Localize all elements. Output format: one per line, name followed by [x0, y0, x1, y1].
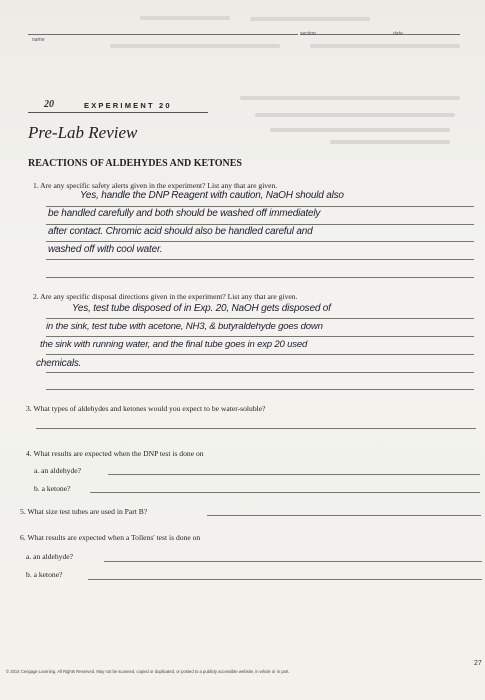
answer-line[interactable] [46, 318, 474, 319]
page-number: 27 [474, 660, 482, 667]
chapter-rule [28, 112, 208, 113]
answer-line[interactable] [46, 277, 474, 278]
section-label: section [300, 31, 316, 37]
copyright-notice: © 2014 Cengage Learning. All Rights Reserved. May not be scanned, copied or duplicated, or posted to a publicly accessible website, in whole or in part. [6, 669, 290, 674]
section-title: REACTIONS OF ALDEHYDES AND KETONES [28, 158, 242, 169]
answer-line[interactable] [108, 474, 480, 475]
question-3-text: 3. What types of aldehydes and ketones would you expect to be water-soluble? [26, 404, 266, 413]
question-5-text: 5. What size test tubes are used in Part B? [20, 507, 148, 516]
question-2-answer-line-4: chemicals. [36, 358, 82, 369]
answer-line[interactable] [88, 579, 482, 580]
question-4-text: 4. What results are expected when the DNP test is done on [26, 449, 204, 458]
answer-line[interactable] [46, 259, 474, 260]
question-1-text: 1. Are any specific safety alerts given in the experiment? List any that are given. [33, 181, 278, 190]
question-4a-text: a. an aldehyde? [34, 466, 82, 475]
chapter-title: EXPERIMENT 20 [84, 101, 172, 110]
bleed-through-text [140, 16, 230, 20]
answer-line[interactable] [46, 354, 474, 355]
answer-line[interactable] [46, 206, 474, 207]
section-line [300, 34, 460, 35]
date-label: date [393, 31, 403, 37]
answer-line[interactable] [46, 241, 474, 242]
question-2-text: 2. Are any specific disposal directions given in the experiment? List any that are given. [33, 292, 298, 301]
answer-line[interactable] [46, 224, 474, 225]
question-2-answer-line-3: the sink with running water, and the final tube goes in exp 20 used [40, 339, 308, 350]
chapter-number: 20 [44, 99, 54, 110]
question-2-answer-line-1: Yes, test tube disposed of in Exp. 20, NaOH gets disposed of [72, 303, 331, 314]
page-heading: Pre-Lab Review [28, 123, 138, 142]
answer-line[interactable] [46, 372, 474, 373]
name-label: name [32, 37, 45, 43]
bleed-through-text [110, 44, 280, 48]
question-6b-text: b. a ketone? [26, 570, 63, 579]
bleed-through-text [240, 96, 460, 100]
answer-line[interactable] [90, 492, 480, 493]
bleed-through-text [250, 17, 370, 21]
question-4b-text: b. a ketone? [34, 484, 71, 493]
question-6a-text: a. an aldehyde? [26, 552, 74, 561]
bleed-through-text [330, 140, 450, 144]
question-1-answer-line-3: after contact. Chromic acid should also be handled careful and [48, 226, 313, 237]
answer-line[interactable] [46, 389, 474, 390]
answer-line[interactable] [36, 428, 476, 429]
answer-line[interactable] [104, 561, 482, 562]
answer-line[interactable] [207, 515, 481, 516]
question-2-answer-line-2: in the sink, test tube with acetone, NH3, & butyraldehyde goes down [46, 321, 323, 332]
question-1-answer-line-2: be handled carefully and both should be washed off immediately [48, 208, 321, 219]
bleed-through-text [270, 128, 450, 132]
bleed-through-text [310, 44, 460, 48]
answer-line[interactable] [46, 336, 474, 337]
question-1-answer-line-1: Yes, handle the DNP Reagent with caution, NaOH should also [80, 190, 344, 201]
question-1-answer-line-4: washed off with cool water. [48, 244, 163, 255]
name-line [28, 34, 298, 35]
bleed-through-text [255, 113, 455, 117]
question-6-text: 6. What results are expected when a Tollens' test is done on [20, 533, 201, 542]
